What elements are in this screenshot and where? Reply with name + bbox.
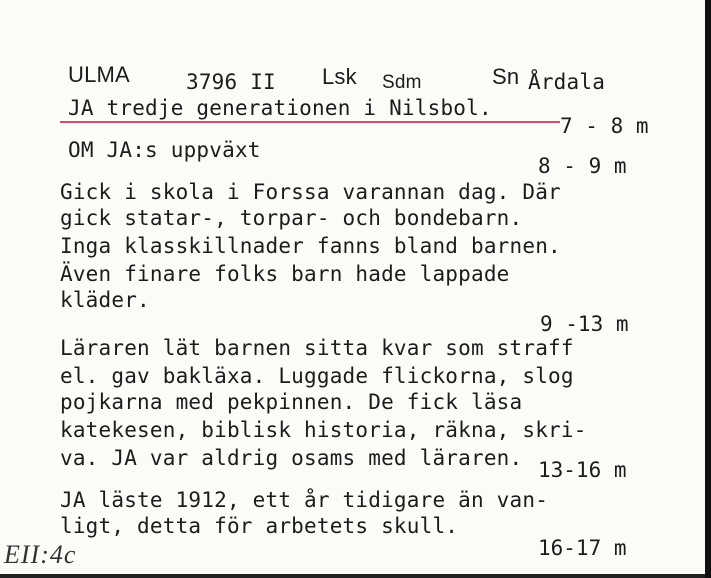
archive-code: ULMA [68, 62, 130, 87]
body-line: ligt, detta för arbetets skull. [60, 514, 459, 538]
body-line: Inga klasskillnader fanns bland barnen. [60, 234, 561, 258]
record-number: 3796 II [186, 70, 276, 94]
age-marker: 8 - 9 m [538, 154, 627, 178]
body-line: Gick i skola i Forssa varannan dag. Där [60, 180, 561, 204]
age-marker: 7 - 8 m [560, 114, 649, 138]
body-line: katekesen, biblisk historia, räkna, skri- [60, 418, 587, 442]
lsk-label: Lsk [322, 64, 357, 89]
section-title: OM JA:s uppväxt [68, 138, 261, 162]
body-line: pojkarna med pekpinnen. De fick läsa [60, 390, 523, 414]
body-line: el. gav bakläxa. Luggade flickorna, slog [60, 364, 574, 388]
age-marker: 16-17 m [538, 536, 627, 560]
parish-name: Årdala [528, 70, 606, 94]
body-line: Läraren lät barnen sitta kvar som straff [60, 336, 574, 360]
body-line: gick statar-, torpar- och bondebarn. [60, 206, 523, 230]
body-line: JA läste 1912, ett år tidigare än van- [60, 488, 549, 512]
sdm-label: Sdm [382, 72, 422, 93]
body-line: Även finare folks barn hade lappade [60, 262, 510, 286]
archive-stamp: EII:4c [4, 540, 77, 569]
age-marker: 9 -13 m [540, 312, 629, 336]
age-marker: 13-16 m [538, 458, 627, 482]
body-line: kläder. [60, 288, 150, 312]
subject-line: JA tredje generationen i Nilsbol. [68, 96, 492, 120]
sn-label: Sn [492, 64, 520, 89]
body-line: va. JA var aldrig osams med läraren. [60, 446, 523, 470]
subject-underline [60, 121, 560, 123]
